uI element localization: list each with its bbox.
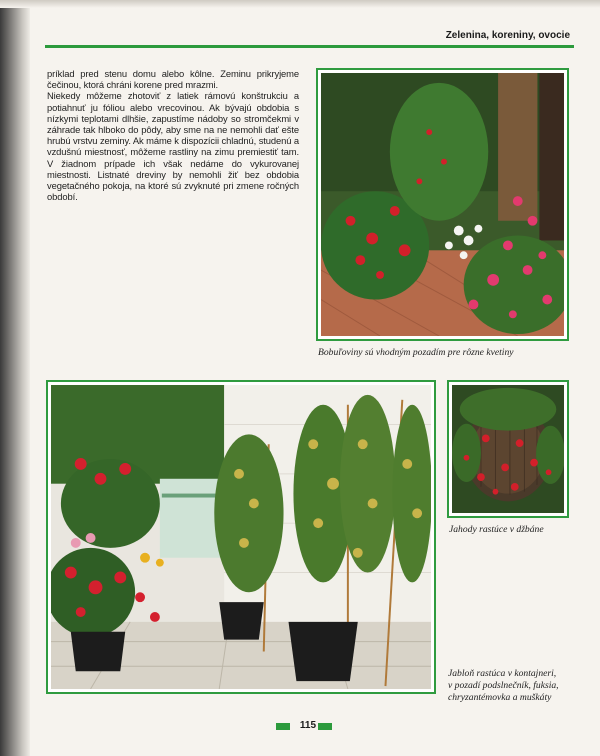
paragraph: Niekedy môžeme zhotoviť z latiek rámovú konštrukciu a potiahnuť ju fóliou alebo vrecovinou. Ak bývajú obdobia s nízkymi teplotami dlhšie, zapustíme nádoby so stromčekmi v záhrade tak hlboko do pôdy, aby sme na ne nemohli dať ešte hrubú vrstvu zeminy. Ak máme k dispozícii chladnú, studenú a vzdušnú miestnosť, môžeme rastliny na zimu premiestiť tam. V žiadnom prípade ich však nedáme do vykurovanej miestnosti. Listnaté dreviny by nemohli žiť bez obdobia vegetačného pokoja, na ktoré sú zvyknuté pri zmene ročných období. <box>47 90 299 203</box>
header-rule <box>45 45 574 48</box>
caption-apple-trees <box>448 668 588 704</box>
photo-frame-flowers <box>316 68 569 341</box>
strawberries-photo <box>452 385 564 513</box>
paragraph: príklad pred stenu domu alebo kôlne. Zeminu prikryjeme čečinou, ktorá chráni korene pred mrazmi. <box>47 68 299 91</box>
page-number-bar-right <box>318 723 332 730</box>
caption-line: Jabloň rastúca v kontajneri, <box>448 668 557 679</box>
caption-line: chryzantémovka a muškáty <box>448 692 552 703</box>
body-text <box>47 68 299 202</box>
caption-strawberries: Jahody rastúce v džbáne <box>449 524 544 535</box>
photo-frame-apple-trees <box>46 380 436 694</box>
book-spine-shadow <box>0 0 30 756</box>
flower-garden-photo <box>321 73 564 336</box>
page-number-bar-left <box>276 723 290 730</box>
caption-flowers: Bobuľoviny sú vhodným pozadím pre rôzne kvetiny <box>318 347 514 358</box>
photo-frame-strawberries <box>447 380 569 518</box>
page-number: 115 <box>299 720 317 731</box>
caption-line: v pozadí podslnečník, fuksia, <box>448 680 559 691</box>
section-header: Zelenina, koreniny, ovocie <box>445 30 570 41</box>
page-top-edge <box>0 0 600 8</box>
page-footer <box>260 720 340 734</box>
apple-trees-photo <box>51 385 431 689</box>
